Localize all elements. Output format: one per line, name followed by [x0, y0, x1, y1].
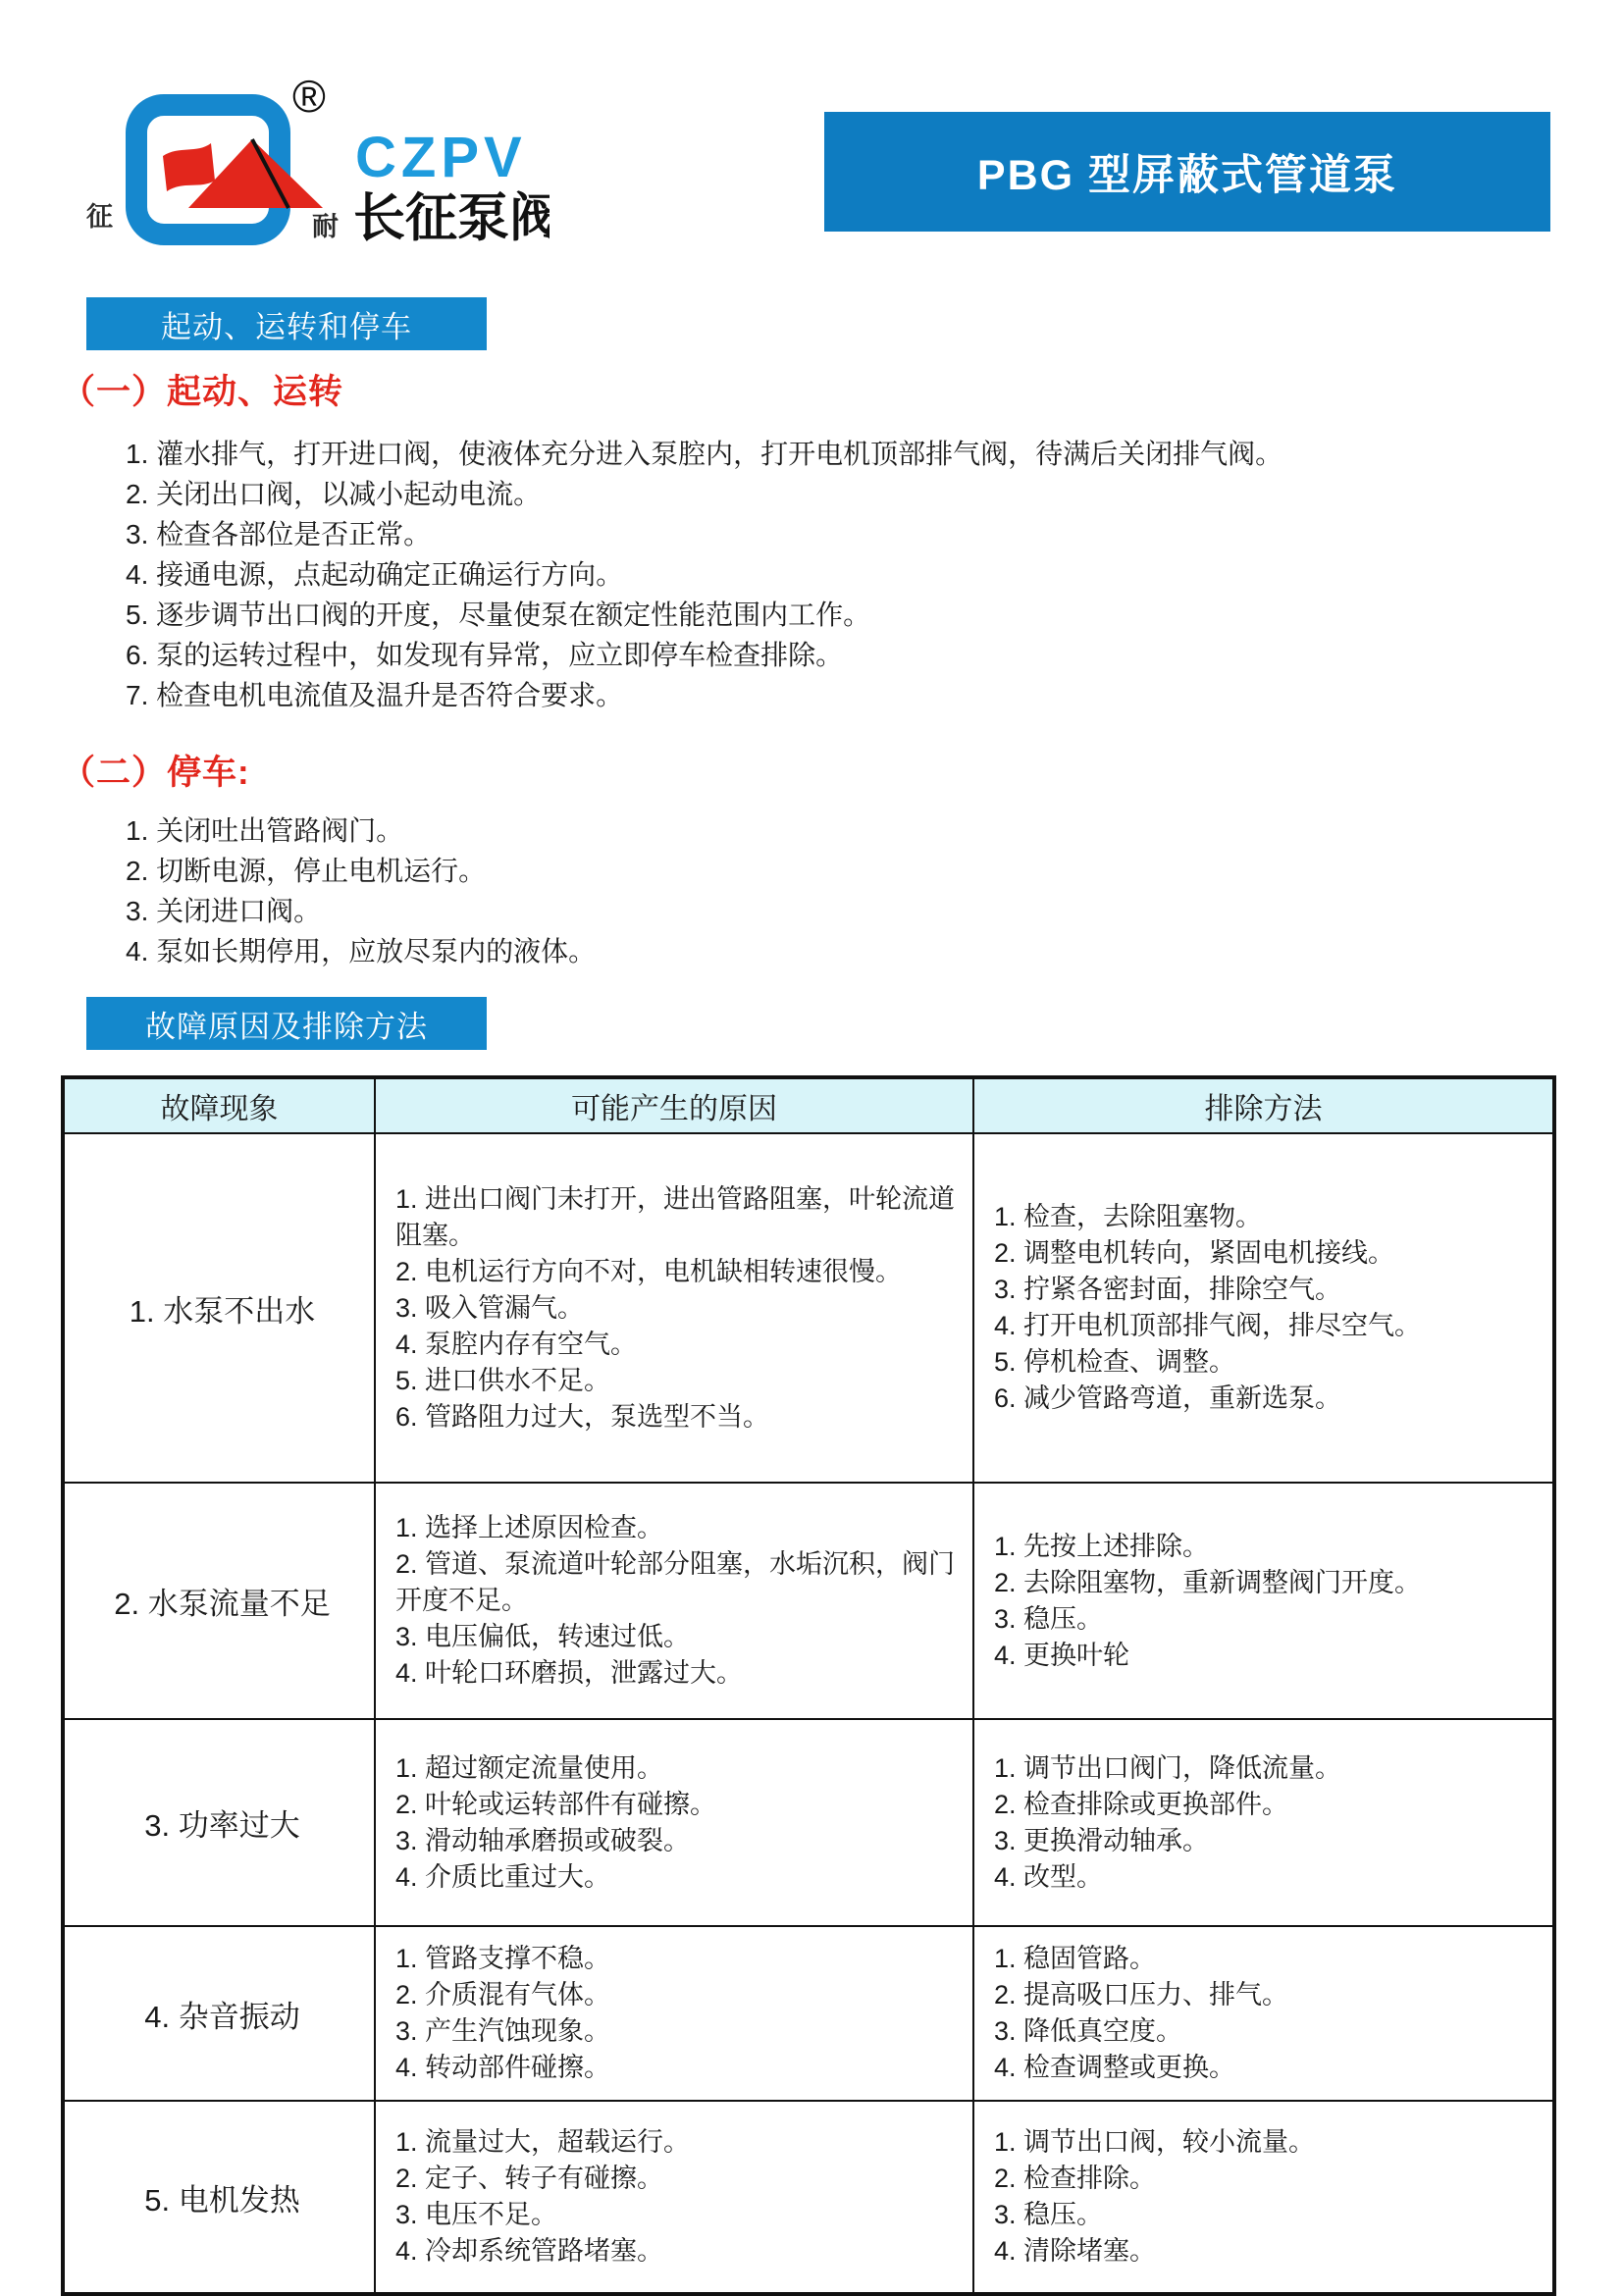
fault-causes: [375, 2101, 973, 2294]
remedy-line: 3. 稳压。: [994, 2200, 1104, 2229]
remedy-line: 2. 去除阻塞物，重新调整阀门开度。: [994, 1567, 1422, 1597]
list-item: 7. 检查电机电流值及温升是否符合要求。: [126, 680, 624, 710]
cause-line: 2. 定子、转子有碰擦。: [395, 2164, 664, 2193]
section-header-troubleshooting-label: 故障原因及排除方法: [145, 1009, 428, 1044]
cause-line: 1. 超过额定流量使用。: [395, 1752, 664, 1783]
cause-line: 2. 叶轮或运转部件有碰擦。: [395, 1789, 717, 1819]
list-item: 6. 泵的运转过程中，如发现有异常，应立即停车检查排除。: [126, 640, 844, 670]
cause-line: 4. 叶轮口环磨损，泄露过大。: [395, 1658, 744, 1688]
table-row: [63, 1133, 1554, 1483]
col-header-phenomenon: 故障现象: [63, 1077, 375, 1133]
start-run-list: [126, 434, 1283, 715]
section-header-troubleshooting: [86, 997, 487, 1050]
list-item: 1. 关闭吐出管路阀门。: [126, 815, 404, 846]
fault-causes: [375, 1719, 973, 1926]
remedy-line: 1. 调节出口阀门，降低流量。: [994, 1752, 1342, 1783]
cause-line: 1. 管路支撑不稳。: [395, 1944, 611, 1973]
remedy-line: 3. 更换滑动轴承。: [994, 1825, 1210, 1855]
fault-phenomenon: 4. 杂音振动: [63, 1926, 375, 2101]
list-item: 2. 关闭出口阀，以减小起动电流。: [126, 479, 542, 509]
list-item: 3. 检查各部位是否正常。: [126, 519, 432, 549]
product-title-banner: [824, 112, 1550, 232]
cause-line: 2. 介质混有气体。: [395, 1980, 611, 2009]
fault-remedies: [973, 1133, 1554, 1483]
registered-trademark-icon: ®: [292, 71, 326, 122]
fault-phenomenon: 5. 电机发热: [63, 2101, 375, 2294]
remedy-line: 1. 检查，去除阻塞物。: [994, 1202, 1263, 1231]
subsection-heading-start-run: （一）起动、运转: [61, 373, 344, 411]
subsection-heading-stop: （二）停车:: [61, 754, 250, 792]
remedy-line: 1. 调节出口阀，较小流量。: [994, 2127, 1316, 2157]
remedy-line: 3. 稳压。: [994, 1603, 1104, 1634]
cause-line: 3. 滑动轴承磨损或破裂。: [395, 1825, 691, 1855]
list-item: 5. 逐步调节出口阀的开度，尽量使泵在额定性能范围内工作。: [126, 600, 871, 630]
cause-line: 3. 电压偏低，转速过低。: [395, 1622, 691, 1651]
fault-remedies: [973, 1926, 1554, 2101]
section-header-operation-label: 起动、运转和停车: [161, 309, 412, 344]
section-header-operation: [86, 297, 487, 350]
fault-remedies: [973, 2101, 1554, 2294]
cause-line: 1. 选择上述原因检查。: [395, 1513, 664, 1542]
remedy-line: 5. 停机检查、调整。: [994, 1347, 1236, 1377]
remedy-line: 3. 降低真空度。: [994, 2016, 1183, 2046]
remedy-line: 3. 拧紧各密封面，排除空气。: [994, 1275, 1342, 1304]
stop-list: [126, 810, 596, 971]
product-title: PBG 型屏蔽式管道泵: [976, 151, 1398, 199]
cause-line: 4. 转动部件碰擦。: [395, 2053, 611, 2082]
fault-causes: [375, 1926, 973, 2101]
logo-graphic: [79, 51, 550, 252]
remedy-line: 2. 检查排除或更换部件。: [994, 1789, 1289, 1819]
brand-name: 长征泵阀: [353, 189, 550, 247]
cause-line: 3. 吸入管漏气。: [395, 1292, 585, 1323]
cause-line: 5. 进口供水不足。: [395, 1365, 611, 1395]
cause-line: 3. 产生汽蚀现象。: [395, 2016, 611, 2046]
logo-mark-left: 征: [86, 202, 113, 232]
remedy-line: 4. 改型。: [994, 1861, 1104, 1892]
col-header-causes: 可能产生的原因: [375, 1077, 973, 1133]
list-item: 3. 关闭进口阀。: [126, 896, 322, 926]
fault-remedies: [973, 1719, 1554, 1926]
remedy-line: 4. 更换叶轮: [994, 1640, 1130, 1670]
cause-line: 6. 管路阻力过大，泵选型不当。: [395, 1401, 770, 1432]
remedy-line: 1. 稳固管路。: [994, 1944, 1157, 1973]
fault-causes: [375, 1483, 973, 1719]
fault-phenomenon: 1. 水泵不出水: [63, 1133, 375, 1483]
fault-table: [61, 1075, 1556, 2296]
remedy-line: 2. 调整电机转向，紧固电机接线。: [994, 1238, 1395, 1268]
remedy-line: 4. 检查调整或更换。: [994, 2053, 1236, 2082]
remedy-line: 2. 提高吸口压力、排气。: [994, 1980, 1289, 2009]
fault-phenomenon: 2. 水泵流量不足: [63, 1483, 375, 1719]
table-row: [63, 1926, 1554, 2101]
col-header-remedies: 排除方法: [973, 1077, 1554, 1133]
list-item: 4. 泵如长期停用，应放尽泵内的液体。: [126, 936, 597, 966]
remedy-line: 2. 检查排除。: [994, 2164, 1157, 2193]
table-row: [63, 1483, 1554, 1719]
cause-line: 1. 流量过大，超载运行。: [395, 2127, 691, 2157]
cause-line: 2. 管道、泵流道叶轮部分阻塞，水垢沉积，阀门开度不足。: [395, 1549, 956, 1615]
fault-phenomenon: 3. 功率过大: [63, 1719, 375, 1926]
fault-remedies: [973, 1483, 1554, 1719]
company-logo: [79, 51, 550, 252]
brand-abbreviation: CZPV: [355, 126, 527, 189]
remedy-line: 6. 减少管路弯道，重新选泵。: [994, 1383, 1342, 1413]
cause-line: 4. 泵腔内存有空气。: [395, 1329, 638, 1359]
logo-mark-right: 耐: [312, 212, 339, 241]
fault-table-container: [61, 1075, 1552, 2296]
cause-line: 4. 冷却系统管路堵塞。: [395, 2236, 664, 2266]
list-item: 4. 接通电源，点起动确定正确运行方向。: [126, 559, 624, 590]
remedy-line: 4. 清除堵塞。: [994, 2236, 1157, 2266]
table-row: [63, 1719, 1554, 1926]
cause-line: 3. 电压不足。: [395, 2200, 558, 2229]
table-row: [63, 2101, 1554, 2294]
remedy-line: 4. 打开电机顶部排气阀，排尽空气。: [994, 1311, 1422, 1340]
remedy-line: 1. 先按上述排除。: [994, 1531, 1210, 1561]
list-item: 1. 灌水排气，打开进口阀，使液体充分进入泵腔内，打开电机顶部排气阀，待满后关闭排气阀。: [126, 439, 1283, 469]
fault-causes: [375, 1133, 973, 1483]
cause-line: 2. 电机运行方向不对，电机缺相转速很慢。: [395, 1256, 903, 1286]
table-header-row: [63, 1077, 1554, 1133]
cause-line: 1. 进出口阀门未打开，进出管路阻塞，叶轮流道阻塞。: [395, 1183, 956, 1250]
cause-line: 4. 介质比重过大。: [395, 1861, 611, 1892]
list-item: 2. 切断电源，停止电机运行。: [126, 856, 487, 886]
